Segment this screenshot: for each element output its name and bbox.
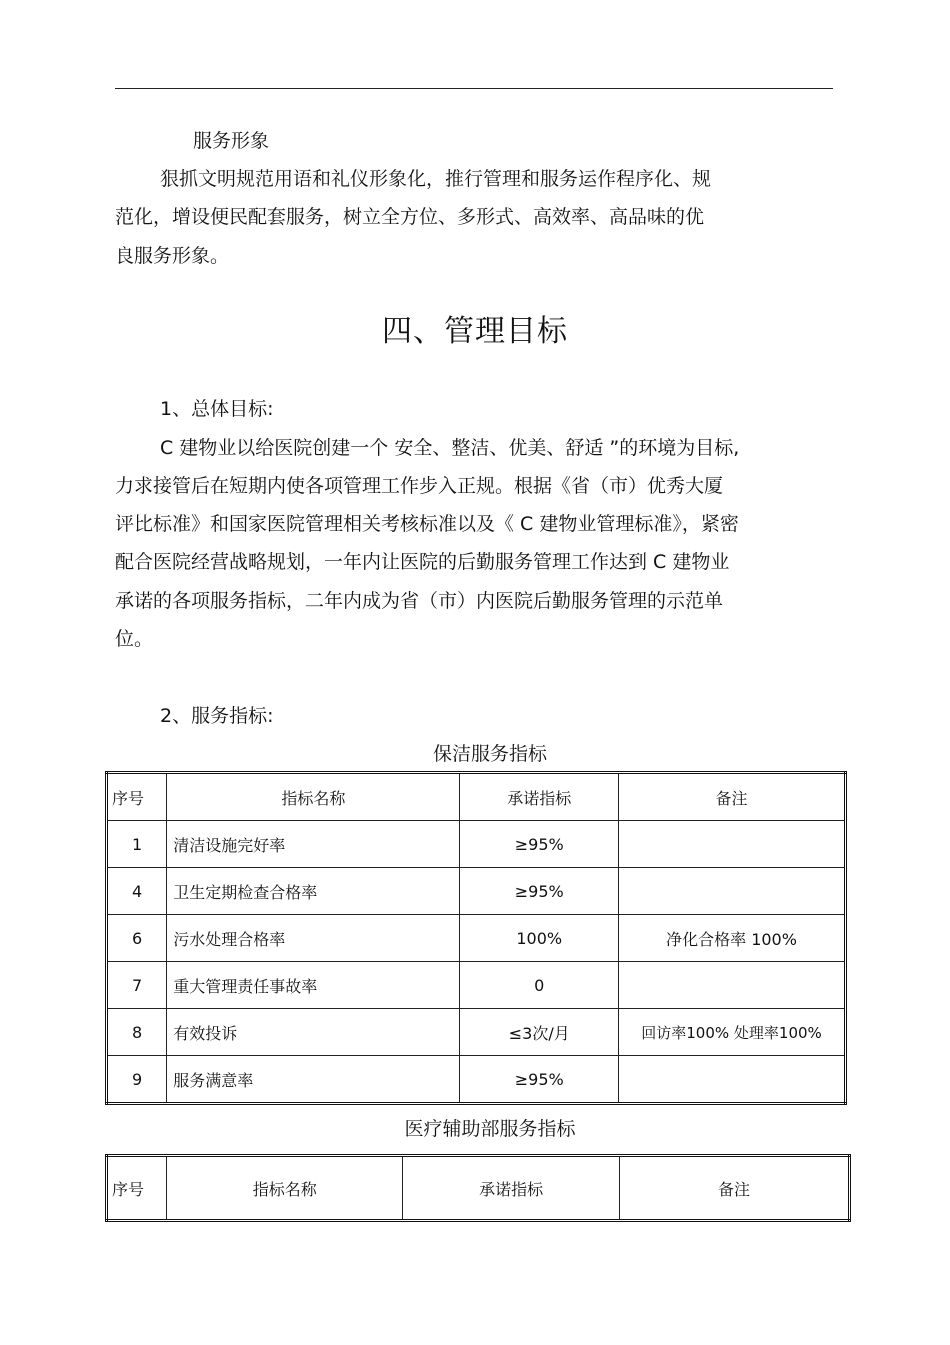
cell-target: ≥95% [460,821,619,868]
table-row [107,915,846,962]
header-rule [115,88,833,89]
header-target: 承诺指标 [403,1156,620,1221]
header-note: 备注 [619,773,846,821]
table2-caption: 医疗辅助部服务指标 [404,1118,576,1140]
cell-name: 服务满意率 [167,1056,460,1104]
cell-name: 清洁设施完好率 [167,821,460,868]
cell-no: 8 [107,1009,167,1056]
table-header-row [107,773,846,821]
intro-heading: 服务形象 [193,130,270,152]
overall-heading: 1、总体目标: [160,398,274,420]
cell-target: ≤3次/月 [460,1009,619,1056]
cell-no: 1 [107,821,167,868]
table-header-row [107,1156,850,1221]
intro-line-2: 范化，增设便民配套服务，树立全方位、多形式、高效率、高品味的优 [115,206,705,228]
cell-no: 9 [107,1056,167,1104]
cleaning-index-table [105,771,847,1105]
overall-line-6: 位。 [115,628,154,650]
cell-target: ≥95% [460,868,619,915]
cell-target: 0 [460,962,619,1009]
header-note: 备注 [620,1156,850,1221]
medical-support-index-table [105,1154,851,1222]
cell-note [619,1056,846,1104]
cell-note [619,962,846,1009]
header-name: 指标名称 [167,1156,403,1221]
cell-no: 6 [107,915,167,962]
table-row [107,962,846,1009]
section-title: 四、管理目标 [382,314,568,349]
overall-line-3: 评比标准》和国家医院管理相关考核标准以及《 C 建物业管理标准》，紧密 [115,513,739,535]
intro-line-3: 良服务形象。 [115,245,230,267]
overall-line-2: 力求接管后在短期内使各项管理工作步入正规。根据《省（市）优秀大厦 [115,475,724,497]
service-heading: 2、服务指标: [160,705,274,727]
cell-note [619,868,846,915]
cell-name: 有效投诉 [167,1009,460,1056]
cell-note [619,821,846,868]
cell-no: 7 [107,962,167,1009]
cell-name: 污水处理合格率 [167,915,460,962]
cell-name: 卫生定期检查合格率 [167,868,460,915]
header-no: 序号 [107,773,167,821]
header-target: 承诺指标 [460,773,619,821]
cell-target: 100% [460,915,619,962]
intro-line-1: 狠抓文明规范用语和礼仪形象化，推行管理和服务运作程序化、规 [160,168,712,190]
table-row [107,1009,846,1056]
table-row [107,1056,846,1104]
overall-line-1: C 建物业以给医院创建一个 安全、整洁、优美、舒适 ”的环境为目标, [160,437,740,459]
header-name: 指标名称 [167,773,460,821]
cell-no: 4 [107,868,167,915]
cell-target: ≥95% [460,1056,619,1104]
table1-caption: 保洁服务指标 [432,743,547,765]
header-no: 序号 [107,1156,167,1221]
overall-line-4: 配合医院经营战略规划，一年内让医院的后勤服务管理工作达到 C 建物业 [115,551,730,573]
overall-line-5: 承诺的各项服务指标，二年内成为省（市）内医院后勤服务管理的示范单 [115,590,724,612]
cell-note: 回访率100% 处理率100% [619,1009,846,1056]
cell-note: 净化合格率 100% [619,915,846,962]
table-row [107,868,846,915]
cell-name: 重大管理责任事故率 [167,962,460,1009]
table-row [107,821,846,868]
